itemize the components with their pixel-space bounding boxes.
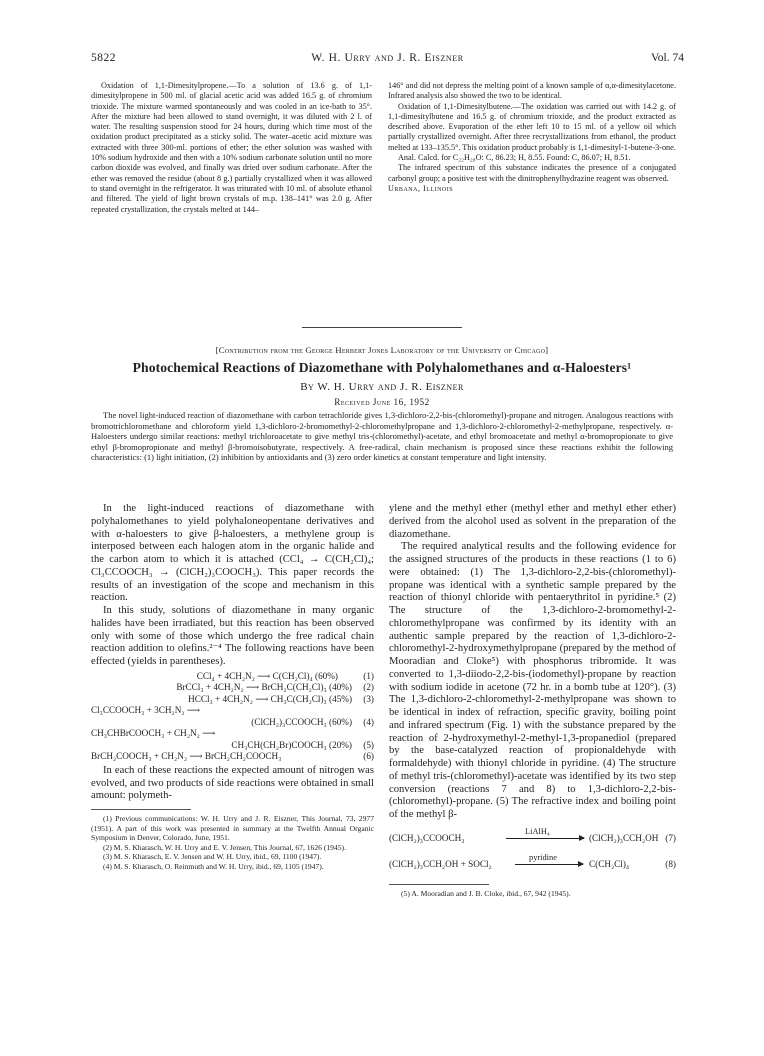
equation-number: (5) — [363, 739, 374, 750]
body-paragraph: ylene and the methyl ether (methyl ether and methyl ether ether) derived from the alcohol used as solvent in the preparation of the diazomethane. — [389, 503, 676, 540]
page-number: 5822 — [91, 52, 116, 64]
equation-number: (8) — [665, 858, 676, 869]
equation-row — [91, 728, 374, 740]
equation-text: BrCH₂COOCH₃ + CH₂N₂ ⟶ BrCH₂CH₂COOCH₃ — [91, 751, 282, 762]
equation-text: (ClCH₂)₃CCOOCH₃ (60%) — [251, 716, 352, 727]
footnote-rule — [389, 884, 489, 885]
prev-article-column-right — [388, 81, 676, 194]
reaction-7 — [389, 826, 676, 852]
reaction-equations — [91, 671, 374, 763]
article-separator-rule — [302, 327, 462, 328]
footnotes — [389, 889, 676, 899]
body-column-right — [389, 503, 676, 898]
footnotes — [91, 814, 374, 872]
analysis-paragraph: Anal. Calcd. for C₂₂H₂₈O: C, 86.23; H, 8.55. Found: C, 86.07; H, 8.51. — [398, 153, 631, 163]
footnote: (5) A. Mooradian and J. B. Cloke, ibid., 67, 942 (1945). — [401, 888, 571, 898]
prev-article-paragraph: Oxidation of 1,1-Dimesitylpropene.—To a solution of 13.6 g. of 1,1-dimesitylpropene in 500 ml. of glacial acetic acid was added 16.5 g. of chromium trioxide. The mixture warmed spontaneously and was cooled in an ice-bath to 35°. After the mixture had been allowed to stand overnight, it was diluted with 2 l. of water. The resulting suspension stood for 24 hours, during which time most of the oxidation product precipitated as a sticky solid. The water–acetic acid mixture was extracted with three 300-ml. portions of ether; the ether solution was washed with 10% sodium hydroxide and then with a 10% sodium carbonate solution until no more carbon dioxide was evolved, and finally was dried over sodium carbonate. After the ether was removed the residue (about 8 g.) partially crystallized when it was allowed to stand overnight in the refrigerator. It was triturated with 10 ml. of absolute ethanol and filtered. The yield of light brown crystals of m.p. 138–141° was 2.0 g. After repeated crystallization, the crystals melted at 144– — [91, 81, 372, 214]
running-header — [91, 52, 684, 68]
reaction-arrow — [515, 864, 583, 865]
reaction-8 — [389, 852, 676, 878]
reagent-label: LiAlH₄ — [525, 826, 550, 836]
product: C(CH₂Cl)₄ — [589, 858, 630, 869]
equation-number: (6) — [363, 751, 374, 762]
abstract — [91, 410, 673, 463]
affiliation-location: Urbana, Illinois — [388, 183, 454, 193]
equation-row — [91, 740, 374, 752]
reaction-arrow — [506, 838, 584, 839]
contribution-line: [Contribution from the George Herbert Jones Laboratory of the University of Chicago] — [215, 345, 549, 355]
equation-text: CH₃CH(CH₂Br)COOCH₃ (20%) — [231, 739, 352, 750]
footnote: (3) M. S. Kharasch, E. V. Jensen and W. H. Urry, ibid., 69, 1100 (1947). — [103, 852, 322, 862]
prev-article-paragraph: The infrared spectrum of this substance indicates the presence of a conjugated carbonyl group; a positive test with the dinitrophenylhydrazine reagent was observed. — [388, 163, 676, 183]
product: (ClCH₂)₃CCH₂OH — [589, 832, 659, 843]
volume-label: Vol. 74 — [650, 52, 684, 64]
equation-number: (1) — [363, 670, 374, 681]
equation-number: (2) — [363, 682, 374, 693]
body-paragraph: In the light-induced reactions of diazomethane with polyhalomethanes to yield polyhaloneopentane derivatives and with α-haloesters to give β-haloesters, a methylene group is interposed between each halogen atom in the organic halide and the carbon atom to which it is attached (CCl₄ → C(CH₂Cl)₄; Cl₃CCOOCH₃ → (ClCH₂)₃COOCH₃). This paper records the results of an investigation of the scope and mechanism in this reaction. — [91, 503, 374, 604]
running-head-authors: W. H. Urry and J. R. Eiszner — [311, 52, 464, 64]
equation-number: (4) — [363, 716, 374, 727]
equation-row — [91, 717, 374, 729]
body-paragraph: In each of these reactions the expected amount of nitrogen was evolved, and two products of side reactions were obtained in small amount: polymeth- — [91, 764, 374, 802]
body-paragraph: The required analytical results and the following evidence for the assigned structures of the products in these reactions (1 to 6) were obtained: (1) The 1,3-dichloro-2,2-bis-(chloromethyl)-propane was identical with a synthetic sample prepared by the reaction of thionyl chloride with pentaerythritol in pyridine.⁵ (2) The structure of the 1,3-dichloro-2-bromomethyl-2-chloromethylpropane was confirmed by its identity with an authentic sample prepared by the reaction of 1,3-dichloro-2-chloromethyl-2-hydroxymethylpropane (prepared by the method of Mooradian and Cloke⁵) with phosphorus tribromide. It was converted to 1,3-diiodo-2,2-bis-(iodomethyl)-propane by reaction with sodium iodide in acetone (72 hr. in a bomb tube at 120°). (3) The 1,3-dichloro-2-chloromethyl-2-methylpropane was shown to be identical in index of refraction, specific gravity, boiling point and infrared spectrum (Fig. 1) with the substance prepared by the reaction of 2-hydroxymethyl-2-methyl-1,3-propanediol (prepared by the base-catalyzed reaction of propionaldehyde with formaldehyde) with thionyl chloride in pyridine. (4) The structure of methyl tris-(chloromethyl)-acetate was identified by its two step conversion (reactions 7 and 8) to 1,3-dichloro-2,2-bis-(chloromethyl)-propane. (5) The refractive index and boiling point of the methyl β- — [389, 541, 676, 820]
body-paragraph: In this study, solutions of diazomethane in many organic halides have been irradiated, but this reaction has been observed only with some of those which undergo the free radical chain reaction addition to olefins.²⁻⁴ The following reactions have been effected (yields in parentheses). — [91, 605, 374, 667]
footnote-rule — [91, 809, 191, 810]
received-date: Received June 16, 1952 — [334, 397, 430, 407]
reactant: (ClCH₂)₃CCH₂OH + SOCl₂ — [389, 858, 492, 869]
footnote: (4) M. S. Kharasch, O. Reinmuth and W. H. Urry, ibid., 69, 1105 (1947). — [103, 861, 324, 871]
equation-text: CCl₄ + 4CH₂N₂ ⟶ C(CH₂Cl)₄ (60%) — [196, 670, 338, 681]
equation-text: HCCl₃ + 4CH₂N₂ ⟶ CH₃C(CH₂Cl)₃ (45%) — [188, 693, 352, 704]
abstract-text: The novel light-induced reaction of diazomethane with carbon tetrachloride gives 1,3-dichloro-2,2-bis-(chloromethyl)-propane and nitrogen. Analogous reactions with bromotrichloromethane and chloroform yield 1,3-dichloro-2-bromomethyl-2-chloromethylpropane and 1,3-dichloro-2-chloromethyl-2-methylpropane, respectively. α-Haloesters undergo similar reactions: methyl trichloroacetate to give methyl tris-(chloromethyl)-acetate, and ethyl bromoacetate and methyl α-bromopropionate to give ethyl β-bromopropionate and methyl β-bromoisobutyrate, respectively. A free-radical, chain mechanism is proposed since these reactions exhibit the following characteristics: (1) light initiation, (2) inhibition by antioxidants and (3) zero order kinetics at constant temperature and light intensity. — [91, 410, 673, 463]
equation-row — [91, 682, 374, 694]
footnote: (2) M. S. Kharasch, W. H. Urry and E. V. Jensen, This Journal, 67, 1626 (1945). — [103, 842, 346, 852]
body-column-left — [91, 503, 374, 872]
footnote: (1) Previous communications: W. H. Urry and J. R. Eiszner, This Journal, 73, 2977 (1951). A part of this work was presented in summary at the Twelfth Annual Organic Symposium in Denver, Colorado, June, 1951. — [91, 814, 374, 843]
article-byline: By W. H. Urry and J. R. Eiszner — [300, 381, 464, 393]
prev-article-column-left — [91, 81, 372, 215]
equation-text: BrCCl₃ + 4CH₂N₂ ⟶ BrCH₂C(CH₂Cl)₃ (40%) — [176, 682, 352, 693]
prev-article-paragraph: Oxidation of 1,1-Dimesitylbutene.—The oxidation was carried out with 14.2 g. of 1,1-dimesitylbutene and 16.5 g. of chromium trioxide, and the product extracted as described above. Evaporation of the ether left 10 to 15 ml. of a yellow oil which partially crystallized overnight. After three recrystallizations from ethanol, the product melted at 133–135.5°. This oxidation product probably is 1,1-dimesityl-1-butene-3-one. — [388, 101, 676, 152]
equation-row — [91, 751, 374, 763]
reactant: (ClCH₂)₃CCOOCH₃ — [389, 832, 465, 843]
article-title: Photochemical Reactions of Diazomethane with Polyhalomethanes and α-Haloesters¹ — [132, 360, 632, 375]
equation-text: CH₃CHBrCOOCH₃ + CH₂N₂ ⟶ — [91, 728, 216, 739]
equation-row — [91, 705, 374, 717]
prev-article-paragraph: 146° and did not depress the melting point of a known sample of α,α-dimesitylacetone. Infrared analysis also showed the two to be identical. — [388, 81, 676, 101]
equation-number: (7) — [665, 832, 676, 843]
reagent-label: pyridine — [529, 852, 557, 862]
equation-number: (3) — [363, 693, 374, 704]
equation-row — [91, 694, 374, 706]
equation-row — [91, 671, 374, 683]
equation-text: Cl₃CCOOCH₃ + 3CH₂N₂ ⟶ — [91, 705, 201, 716]
